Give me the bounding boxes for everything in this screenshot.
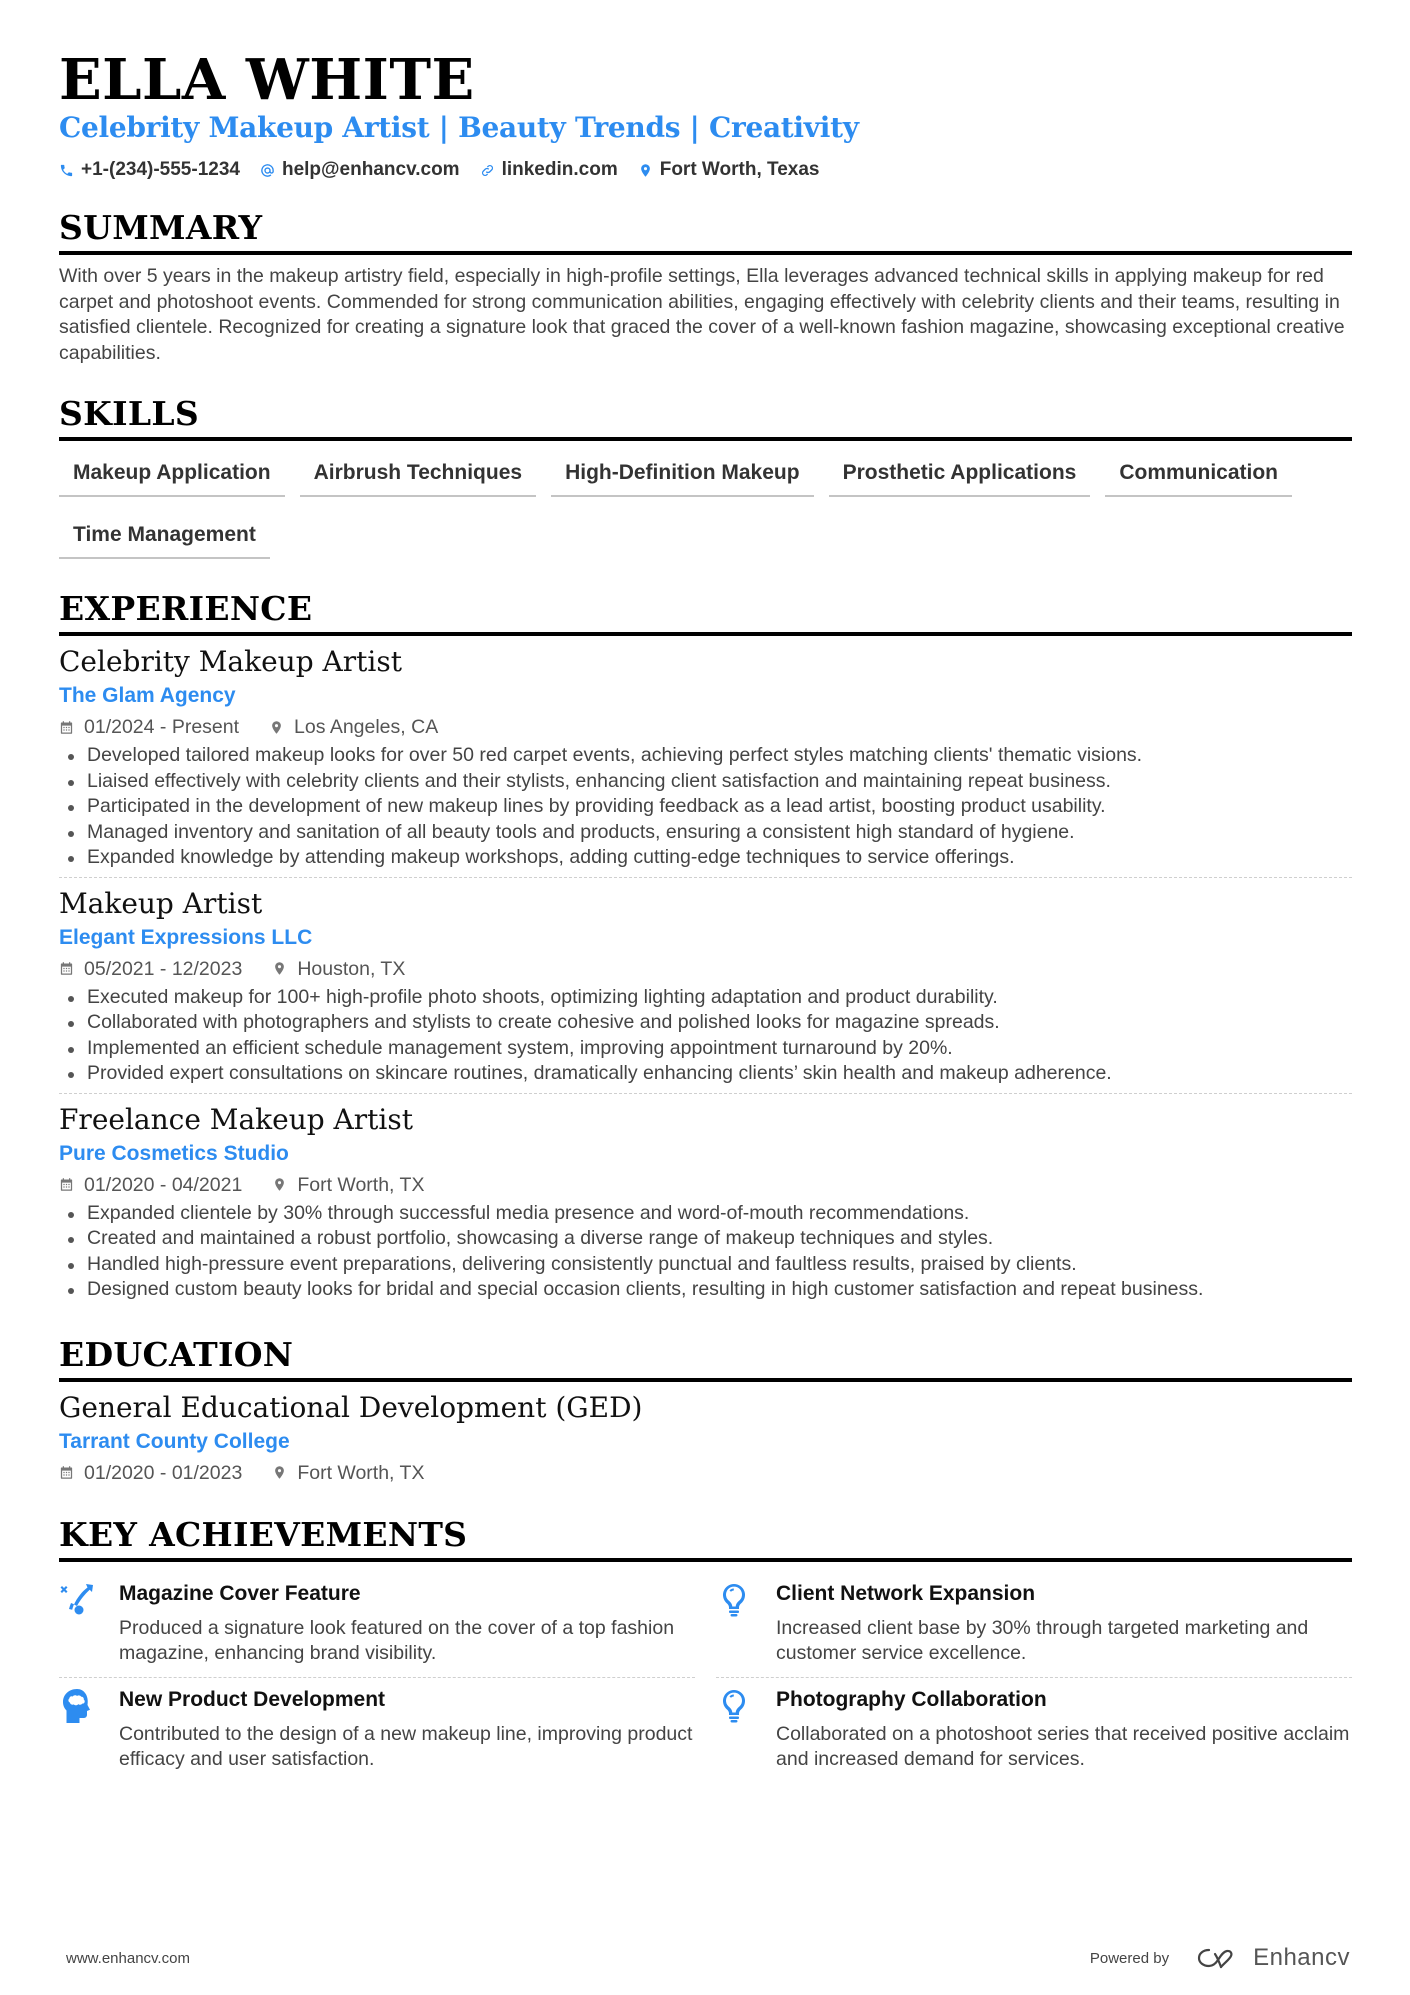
location-pin-icon	[269, 720, 284, 735]
degree-title: General Educational Development (GED)	[59, 1390, 643, 1424]
enhancv-brand[interactable]	[1195, 1944, 1350, 1972]
education-entry	[59, 1390, 1352, 1493]
resume-page	[59, 48, 1352, 1783]
bullet-item: Implemented an efficient schedule management system, improving appointment turnaround by 20%.	[59, 1036, 1352, 1062]
contact-email[interactable]	[260, 158, 460, 182]
job-bullets	[59, 743, 1352, 871]
experience-entry	[59, 1102, 1352, 1309]
achievements-section	[59, 1515, 1352, 1783]
contact-linkedin[interactable]	[480, 158, 618, 182]
enhancv-brand-text: Enhancv	[1253, 1944, 1350, 1971]
skill-tag: Communication	[1105, 455, 1292, 497]
achievement-desc: Contributed to the design of a new makeup line, improving product efficacy and user satisfaction.	[119, 1722, 693, 1770]
bullet-item: Executed makeup for 100+ high-profile photo shoots, optimizing lighting adaptation and product durability.	[59, 985, 1352, 1011]
achievements-grid	[59, 1572, 1352, 1783]
bullet-item: Liaised effectively with celebrity clients and their stylists, enhancing client satisfaction and maintaining repeat business.	[59, 769, 1352, 795]
contact-location-text: Fort Worth, Texas	[659, 159, 820, 180]
section-divider	[59, 1378, 1352, 1382]
achievement-desc: Produced a signature look featured on the cover of a top fashion magazine, enhancing brand visibility.	[119, 1616, 675, 1664]
candidate-headline: Celebrity Makeup Artist | Beauty Trends | Creativity	[59, 111, 859, 144]
section-title-achievements: KEY ACHIEVEMENTS	[59, 1514, 468, 1554]
calendar-icon	[59, 1177, 74, 1192]
section-title-education: EDUCATION	[59, 1334, 294, 1374]
summary-section	[59, 208, 1352, 366]
education-dates-text: 01/2020 - 01/2023	[84, 1461, 243, 1484]
job-location-text: Houston, TX	[297, 957, 406, 980]
job-location	[269, 713, 438, 741]
job-dates	[59, 713, 239, 741]
achievement-content	[119, 1580, 695, 1667]
experience-entry	[59, 644, 1352, 878]
achievement-desc: Increased client base by 30% through targeted marketing and customer service excellence.	[776, 1616, 1309, 1664]
brain-head-icon	[59, 1688, 95, 1724]
achievement-icon-wrap	[716, 1686, 752, 1773]
achievement-item	[59, 1572, 695, 1678]
job-location	[272, 955, 405, 983]
job-dates	[59, 1171, 242, 1199]
job-location	[272, 1171, 424, 1199]
job-dates-text: 05/2021 - 12/2023	[84, 957, 243, 980]
achievement-content	[776, 1686, 1352, 1773]
lightbulb-icon	[716, 1688, 752, 1724]
contact-linkedin-text: linkedin.com	[501, 159, 618, 180]
company-name: Elegant Expressions LLC	[59, 925, 313, 949]
job-location-text: Los Angeles, CA	[294, 716, 439, 738]
education-dates	[59, 1459, 242, 1487]
skill-tag: Time Management	[59, 517, 270, 559]
achievement-title: New Product Development	[119, 1687, 386, 1711]
section-title-summary: SUMMARY	[59, 208, 263, 247]
bullet-item: Managed inventory and sanitation of all beauty tools and products, ensuring a consistent high standard of hygiene.	[59, 820, 1352, 846]
section-divider	[59, 632, 1352, 636]
candidate-name: ELLA WHITE	[59, 47, 475, 113]
contact-phone[interactable]	[59, 158, 240, 182]
bullet-item: Participated in the development of new makeup lines by providing feedback as a lead artist, boosting product usability.	[59, 794, 1352, 820]
page-footer	[66, 1944, 1350, 1972]
location-pin-icon	[272, 1465, 287, 1480]
education-location-text: Fort Worth, TX	[297, 1461, 425, 1484]
lightbulb-icon	[716, 1582, 752, 1618]
job-dates-text: 01/2020 - 04/2021	[84, 1173, 243, 1196]
calendar-icon	[59, 961, 74, 976]
job-location-text: Fort Worth, TX	[297, 1173, 425, 1196]
achievement-content	[776, 1580, 1352, 1667]
job-title: Makeup Artist	[59, 886, 263, 920]
company-name: Pure Cosmetics Studio	[59, 1141, 289, 1165]
skills-list	[59, 455, 1352, 559]
contact-email-text: help@enhancv.com	[281, 159, 460, 180]
job-dates-text: 01/2024 - Present	[84, 716, 240, 738]
enhancv-logo-icon	[1195, 1945, 1241, 1971]
job-meta	[59, 955, 1352, 983]
section-divider	[59, 251, 1352, 255]
job-dates	[59, 955, 242, 983]
strategy-play-icon	[59, 1582, 95, 1618]
education-meta	[59, 1459, 1352, 1487]
company-name: The Glam Agency	[59, 684, 236, 707]
achievement-title: Magazine Cover Feature	[119, 1581, 361, 1605]
skills-section	[59, 394, 1352, 559]
calendar-icon	[59, 1465, 74, 1480]
bullet-item: Expanded clientele by 30% through successful media presence and word-of-mouth recommendations.	[59, 1201, 1352, 1227]
achievement-title: Photography Collaboration	[776, 1687, 1047, 1711]
achievement-title: Client Network Expansion	[776, 1581, 1036, 1605]
education-section	[59, 1335, 1352, 1493]
section-divider	[59, 1558, 1352, 1562]
section-title-skills: SKILLS	[59, 394, 199, 433]
achievement-item	[716, 1678, 1352, 1783]
bullet-item: Created and maintained a robust portfolio, showcasing a diverse range of makeup techniques and styles.	[59, 1226, 1352, 1252]
achievement-icon-wrap	[59, 1686, 95, 1773]
skill-tag: High-Definition Makeup	[551, 455, 814, 497]
powered-by-label: Powered by	[1089, 1949, 1170, 1967]
contact-location	[638, 158, 820, 182]
link-icon	[480, 163, 495, 178]
skill-tag: Makeup Application	[59, 455, 285, 497]
job-bullets	[59, 1201, 1352, 1303]
bullet-item: Provided expert consultations on skincare routines, dramatically enhancing clients’ skin health and makeup adherence.	[59, 1061, 1352, 1087]
phone-icon	[59, 163, 74, 178]
powered-by	[1090, 1944, 1350, 1972]
job-meta	[59, 713, 1352, 741]
contact-row	[59, 158, 1352, 182]
at-icon	[260, 163, 275, 178]
job-bullets	[59, 985, 1352, 1087]
bullet-item: Collaborated with photographers and stylists to create cohesive and polished looks for magazine spreads.	[59, 1010, 1352, 1036]
bullet-item: Handled high-pressure event preparations, delivering consistently punctual and faultless results, praised by clients.	[59, 1252, 1352, 1278]
contact-phone-text: +1-(234)-555-1234	[81, 159, 240, 180]
achievement-item	[716, 1572, 1352, 1678]
footer-website-link[interactable]: www.enhancv.com	[66, 1949, 190, 1967]
skill-tag: Airbrush Techniques	[300, 455, 536, 497]
job-meta	[59, 1171, 1352, 1199]
location-pin-icon	[272, 1177, 287, 1192]
section-title-experience: EXPERIENCE	[59, 589, 313, 628]
calendar-icon	[59, 720, 74, 735]
job-title: Freelance Makeup Artist	[59, 1102, 413, 1136]
section-divider	[59, 437, 1352, 441]
experience-entry	[59, 886, 1352, 1094]
summary-text: With over 5 years in the makeup artistry field, especially in high-profile settings, Ella leverages advanced technical skills in applying makeup for red carpet and photoshoot events. Commended for strong communication abilities, engaging effectively with celebrity clients and their teams, resulting in satisfied clientele. Recognized for creating a signature look that graced the cover of a well-known fashion magazine, showcasing exceptional creative capabilities.	[59, 265, 1345, 364]
bullet-item: Designed custom beauty looks for bridal and special occasion clients, resulting in high customer satisfaction and repeat business.	[59, 1277, 1352, 1303]
education-location	[272, 1459, 424, 1487]
bullet-item: Expanded knowledge by attending makeup workshops, adding cutting-edge techniques to service offerings.	[59, 845, 1352, 871]
achievement-content	[119, 1686, 695, 1773]
resume-header	[59, 48, 1352, 182]
location-pin-icon	[638, 163, 653, 178]
achievement-desc: Collaborated on a photoshoot series that received positive acclaim and increased demand for services.	[776, 1722, 1350, 1770]
experience-section	[59, 589, 1352, 1309]
skill-tag: Prosthetic Applications	[829, 455, 1091, 497]
school-name: Tarrant County College	[59, 1429, 290, 1453]
achievement-icon-wrap	[59, 1580, 95, 1667]
achievement-item	[59, 1678, 695, 1783]
job-title: Celebrity Makeup Artist	[59, 645, 402, 678]
location-pin-icon	[272, 961, 287, 976]
bullet-item: Developed tailored makeup looks for over 50 red carpet events, achieving perfect styles matching clients' thematic visions.	[59, 743, 1352, 769]
achievement-icon-wrap	[716, 1580, 752, 1667]
